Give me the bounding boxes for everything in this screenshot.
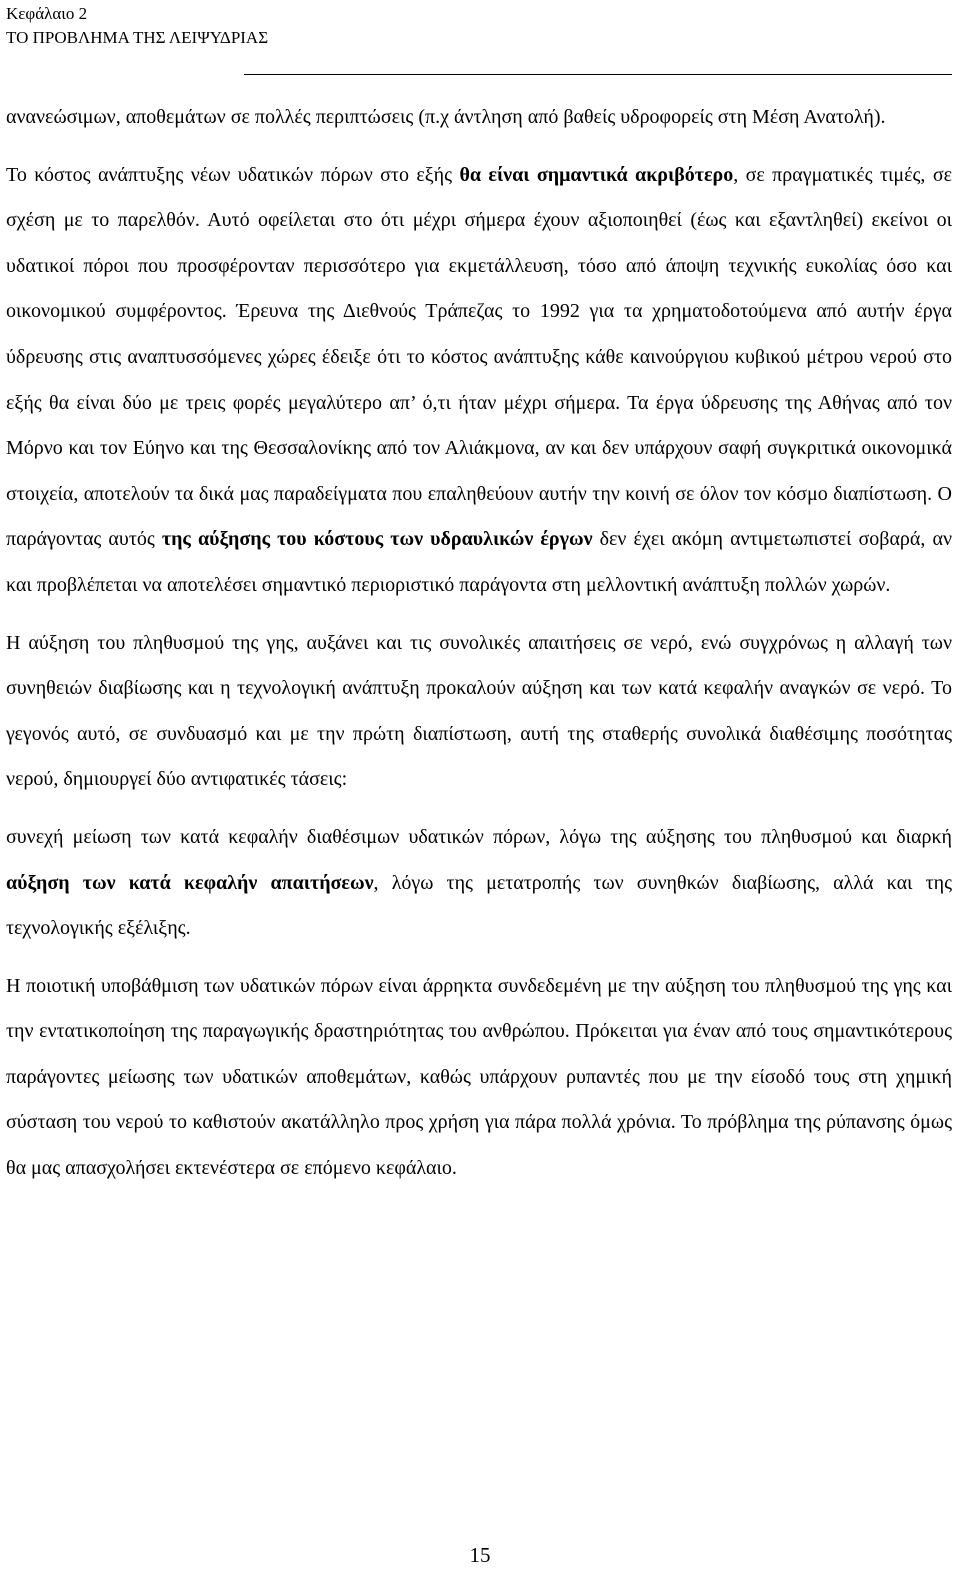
page-number: 15 <box>469 1543 491 1567</box>
paragraph-text: , σε πραγματικές τιμές, σε σχέση με το παρελθόν. Αυτό οφείλεται στο ότι μέχρι σήμερα έχουν αξιοποιηθεί (έως και εξαντληθεί) εκείνοι οι υδατικοί πόροι που προσφέρονταν περισσότερο για εκμετάλλευση, τόσο από άποψη τεχνικής ευκολίας όσο και οικονομικού συμφέροντος. Έρευνα της Διεθνούς Τράπεζας το 1992 για τα χρηματοδοτούμενα από αυτήν έργα ύδρευσης στις αναπτυσσόμενες χώρες έδειξε ότι το κόστος ανάπτυξης κάθε καινούργιου κυβικού μέτρου νερού στο εξής θα είναι δύο με τρεις φορές μεγαλύτερο απ’ ό,τι ήταν μέχρι σήμερα. Τα έργα ύδρευσης της Αθήνας από τον Μόρνο και τον Εύηνο και της Θεσσαλονίκης από τον Αλιάκμονα, αν και δεν υπάρχουν σαφή συγκριτικά οικονομικά στοιχεία, αποτελούν τα δικά μας παραδείγματα που επαληθεύουν αυτήν την κοινή σε όλον τον κόσμο διαπίστωση. Ο παράγοντας αυτός <box>6 163 953 551</box>
document-body <box>6 95 952 1192</box>
header-divider <box>244 74 952 75</box>
paragraph-text: ανανεώσιμων, αποθεμάτων σε πολλές περιπτώσεις (π.χ άντληση από βαθείς υδροφορείς στη Μέση Ανατολή). <box>6 106 886 128</box>
chapter-label: Κεφάλαιο 2 <box>6 4 88 23</box>
paragraph-population <box>6 621 952 803</box>
paragraph-trends <box>6 815 952 952</box>
paragraph-cost <box>6 153 952 609</box>
paragraph-text: , λόγω της μετατροπής των συνηθκών διαβίωσης, αλλά και της τεχνολογικής εξέλιξης. <box>6 871 952 940</box>
chapter-title: ΤΟ ΠΡΟΒΛΗΜΑ ΤΗΣ ΛΕΙΨΥΔΡΙΑΣ <box>6 28 269 47</box>
paragraph-text: Η αύξηση του πληθυσμού της γης, αυξάνει και τις συνολικές απαιτήσεις σε νερό, ενώ συγχρόνως η αλλαγή των συνηθειών διαβίωσης και η τεχνολογική ανάπτυξη προκαλούν αύξηση και των κατά κεφαλήν αναγκών σε νερό. Το γεγονός αυτό, σε συνδυασμό και με την πρώτη διαπίστωση, αυτή της σταθερής συνολικά διαθέσιμης ποσότητας νερού, δημιουργεί δύο αντιφατικές τάσεις: <box>6 631 952 791</box>
paragraph-quality <box>6 964 952 1192</box>
paragraph-text: Η ποιοτική υποβάθμιση των υδατικών πόρων είναι άρρηκτα συνδεδεμένη με την αύξηση του πληθυσμού της γης και την εντατικοποίηση της παραγωγικής δραστηριότητας του ανθρώπου. Πρόκειται για έναν από τους σημαντικότερους παράγοντες μείωσης των υδατικών αποθεμάτων, καθώς υπάρχουν ρυπαντές που με την είσοδό τους στη χημική σύσταση του νερού το καθιστούν ακατάλληλο προς χρήση για πάρα πολλά χρόνια. Το πρόβλημα της ρύπανσης όμως θα μας απασχολήσει εκτενέστερα σε επόμενο κεφάλαιο. <box>6 974 952 1180</box>
bold-emphasis: θα είναι σημαντικά ακριβότερο <box>459 163 734 186</box>
paragraph-continuation <box>6 95 952 141</box>
running-header <box>6 2 268 50</box>
paragraph-text: Το κόστος ανάπτυξης νέων υδατικών πόρων στο εξής <box>6 163 460 186</box>
paragraph-text: δεν έχει ακόμη αντιμετωπιστεί σοβαρά, αν και προβλέπεται να αποτελέσει σημαντικό περιοριστικό παράγοντα στη μελλοντική ανάπτυξη πολλών χωρών. <box>6 528 952 596</box>
bold-emphasis: αύξηση των κατά κεφαλήν απαιτήσεων <box>6 871 374 894</box>
paragraph-text: συνεχή μείωση των κατά κεφαλήν διαθέσιμων υδατικών πόρων, λόγω της αύξησης του πληθυσμού και διαρκή <box>6 825 952 848</box>
bold-emphasis: της αύξησης του κόστους των υδραυλικών έργων <box>161 528 593 551</box>
